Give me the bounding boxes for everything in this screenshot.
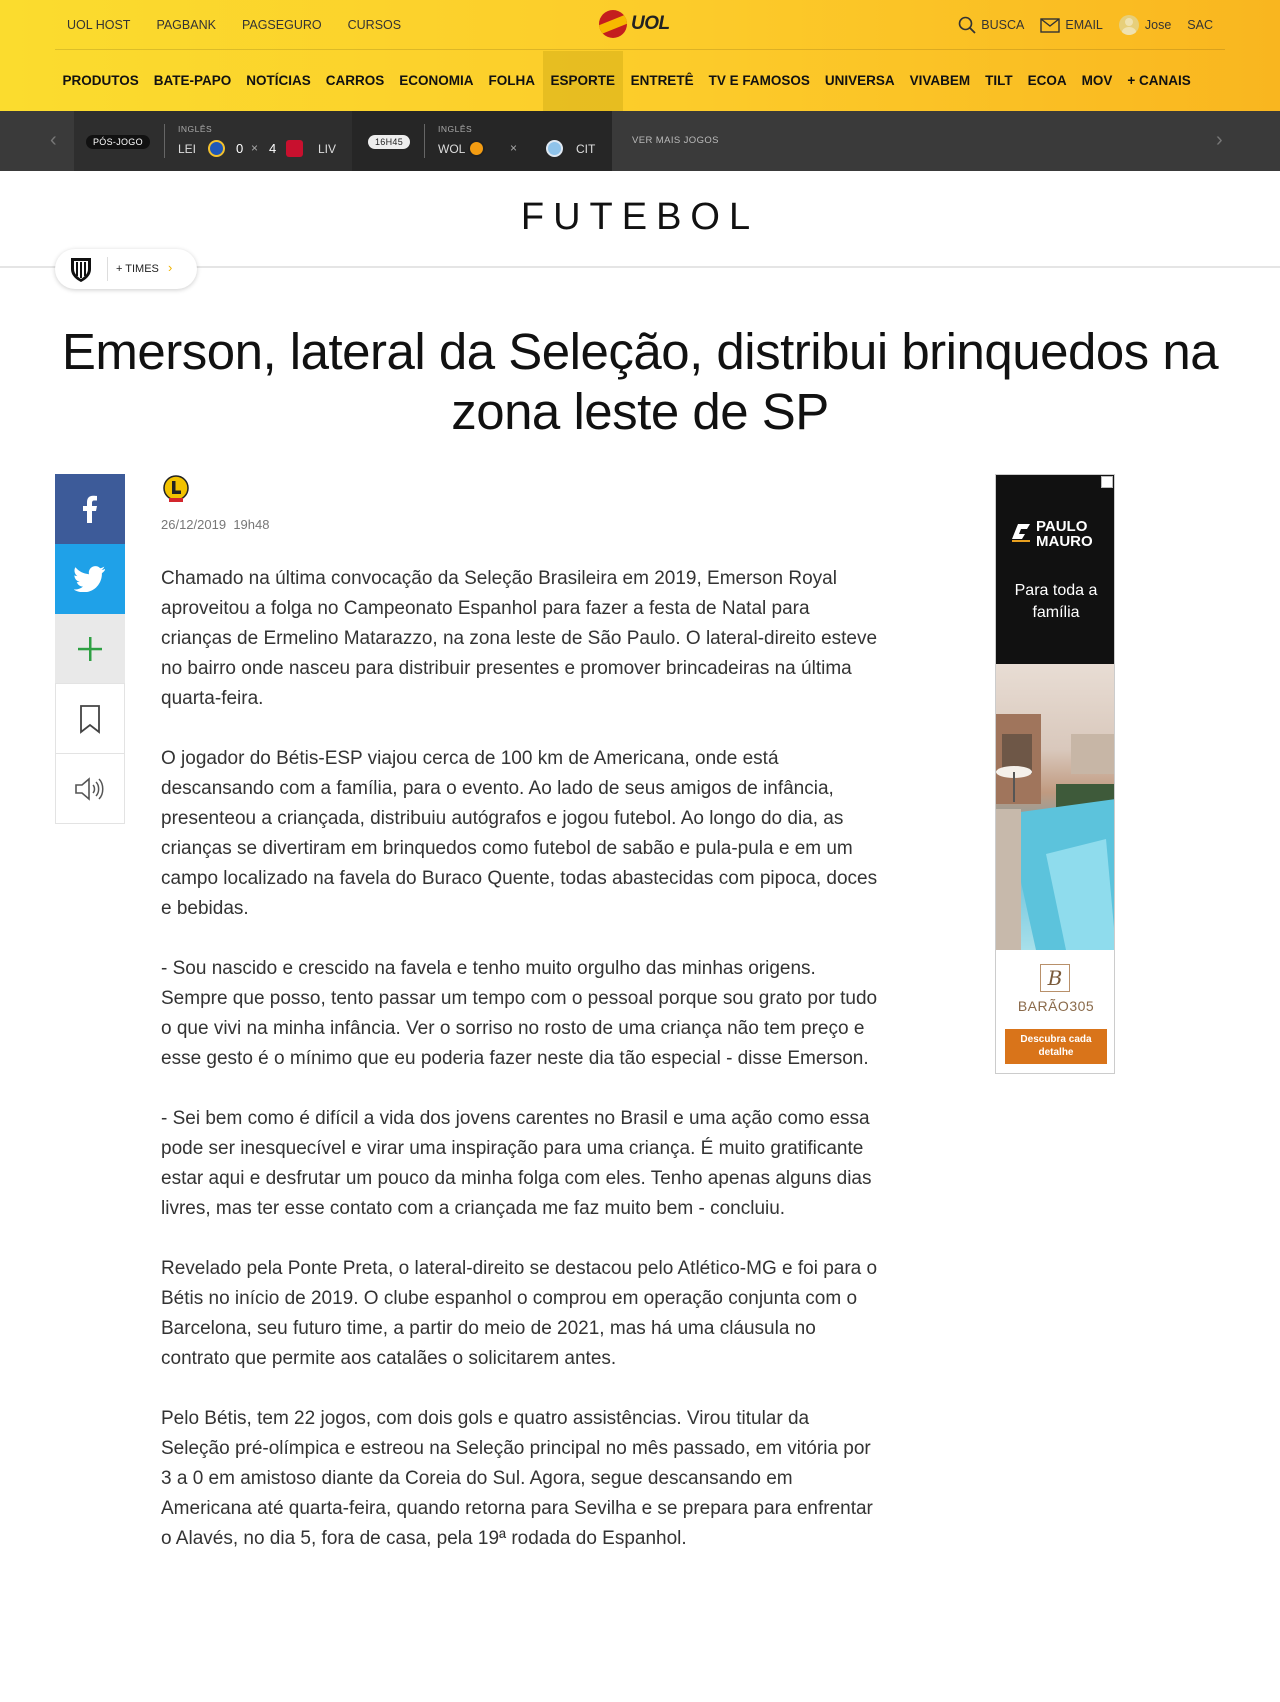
game-league: INGLÊS [178,124,213,134]
nav-item-produtos[interactable]: PRODUTOS [62,73,139,88]
ad-product-logo [1040,964,1070,992]
top-link-uol-host[interactable]: UOL HOST [67,18,131,32]
more-share-button[interactable] [55,614,125,684]
game-league: INGLÊS [438,124,473,134]
ad-product-name: BARÃO305 [1017,998,1095,1014]
nav-item-noticias[interactable]: NOTÍCIAS [246,73,311,88]
wolves-crest-icon [468,140,485,157]
main-nav [55,51,1198,111]
facebook-share-button[interactable] [55,474,125,544]
user-menu[interactable] [1119,15,1171,35]
bookmark-button[interactable] [55,684,125,754]
uol-logo-text: UOL [631,13,670,34]
ad-tagline: Para toda a família [1014,582,1098,621]
search-button[interactable] [958,16,1024,34]
section-title: FUTEBOL [520,196,760,238]
scoreboard-next-icon[interactable]: › [1216,129,1223,151]
nav-item-entrete[interactable]: ENTRETÊ [630,73,694,88]
game-card-1[interactable] [74,111,352,171]
times-label: + TIMES [116,263,159,275]
nav-item-carros[interactable]: CARROS [325,73,385,88]
nav-item-esporte[interactable]: ESPORTE [543,51,624,111]
sac-link[interactable] [1187,18,1213,32]
top-link-pagbank[interactable]: PAGBANK [156,18,216,32]
ad-brand-line2: MAURO [1036,533,1093,550]
top-link-cursos[interactable]: CURSOS [347,18,402,32]
article-paragraph: Revelado pela Ponte Preta, o lateral-direito se destacou pelo Atlético-MG e foi para o Bétis no início de 2019. O clube espanhol o comprou em operação conjunta com o Barcelona, seu futuro time, a partir do meio de 2021, mas há uma cláusula no contrato que permite aos catalães o solicitarem antes. [161,1258,878,1369]
user-name: Jose [1144,18,1172,32]
article-date: 26/12/2019 [161,517,227,532]
search-label: BUSCA [981,18,1025,32]
facebook-icon [82,495,98,523]
more-games-link[interactable]: VER MAIS JOGOS [632,135,719,146]
nav-item-ecoa[interactable]: ECOA [1027,73,1067,88]
scoreboard-prev-icon[interactable]: ‹ [50,129,57,151]
article-headline: Emerson, lateral da Seleção, distribui brinquedos na zona leste de SP [61,323,1219,440]
avatar [1119,15,1139,35]
article-paragraph: Chamado na última convocação da Seleção Brasileira em 2019, Emerson Royal aproveitou a folga no Campeonato Espanhol para fazer a festa de Natal para crianças de Ermelino Matarazzo, na zona leste de São Paulo. O lateral-direito esteve no bairro onde nasceu para distribuir presentes e promover brincadeiras na última quarta-feira. [161,568,878,709]
source-lance-logo-icon [163,475,189,503]
top-right-tools [942,15,1213,35]
chevron-right-icon: › [168,260,173,275]
nav-item-universa[interactable]: UNIVERSA [824,73,895,88]
versus-x-icon: × [251,141,259,155]
ad-pool-image [996,664,1115,950]
nav-item-tilt[interactable]: TILT [985,73,1013,88]
speaker-icon [74,775,106,803]
club-shield-icon [67,255,95,283]
uol-logo[interactable] [599,10,670,38]
nav-item-bate-papo[interactable]: BATE-PAPO [153,73,232,88]
home-team: WOL [438,142,466,156]
email-icon [1040,18,1060,33]
game-divider [424,124,425,158]
home-team: LEI [178,142,197,156]
article-body [161,564,881,1584]
leicester-crest-icon [208,140,225,157]
game-time-badge: 16H45 [368,135,410,149]
times-divider [107,257,108,281]
bookmark-icon [79,704,101,734]
top-bar [55,0,1225,50]
sac-label: SAC [1187,18,1213,32]
advertisement-banner[interactable] [995,474,1115,1074]
listen-audio-button[interactable] [55,754,125,824]
share-toolbar [55,474,125,824]
twitter-icon [74,566,106,592]
article-paragraph: - Sou nascido e crescido na favela e tenho muito orgulho das minhas origens. Sempre que posso, tento passar um tempo com o pessoal porque sou grato por tudo o que vivi na minha infância. Ver o sorriso no rosto de uma criança não tem preço e esse gesto é o mínimo que eu poderia fazer neste dia tão especial - disse Emerson. [161,958,878,1069]
away-team: CIT [576,142,596,156]
site-header [0,0,1280,111]
nav-item-folha[interactable]: FOLHA [488,73,536,88]
nav-item-tv-e-famosos[interactable]: TV E FAMOSOS [708,73,810,88]
search-icon [958,16,976,34]
versus-x-icon: × [510,141,518,155]
nav-item-mais-canais[interactable]: + CANAIS [1127,73,1191,88]
article-datetime [161,517,269,532]
twitter-share-button[interactable] [55,544,125,614]
article-time: 19h48 [233,517,270,532]
scoreboard [0,111,1280,171]
ad-product-logo-letter: B [1047,966,1063,990]
article-paragraph: Pelo Bétis, tem 22 jogos, com dois gols e quatro assistências. Virou titular da Seleção pré-olímpica e estreou na Seleção principal no mês passado, em vitória por 3 a 0 em amistoso diante da Coreia do Sul. Agora, segue descansando em Americana até quarta-feira, quando retorna para Sevilha e se prepara para enfrentar o Alavés, no dia 5, fora de casa, pela 19ª rodada do Espanhol. [161,1408,873,1549]
times-selector[interactable] [55,249,197,289]
top-links [55,18,415,32]
top-link-pagseguro[interactable]: PAGSEGURO [241,18,322,32]
home-score: 0 [236,141,244,156]
ad-pool-illustration [996,664,1115,950]
ad-choices-icon[interactable] [1101,476,1113,488]
nav-item-vivabem[interactable]: VIVABEM [909,73,971,88]
game-status-badge: PÓS-JOGO [86,135,150,149]
game-card-2[interactable] [352,111,612,171]
nav-item-mov[interactable]: MOV [1081,73,1113,88]
email-label: EMAIL [1065,18,1103,32]
ad-footer [996,950,1115,1074]
game-divider [164,124,165,158]
liverpool-crest-icon [286,140,303,157]
ad-brand-line1: PAULO [1036,518,1088,535]
email-button[interactable] [1040,18,1103,33]
man-city-crest-icon [546,140,563,157]
ad-header [996,475,1115,664]
away-team: LIV [318,142,337,156]
uol-logo-ball-icon [599,10,627,38]
article-paragraph: O jogador do Bétis-ESP viajou cerca de 100 km de Americana, onde está descansando com a família, para o evento. Ao lado de seus amigos de infância, presenteou a criançada, distribuiu autógrafos e jogou futebol. Ao longo do dia, as crianças se divertiram em brinquedos como futebol de sabão e pula-pula e em um campo localizado na favela do Buraco Quente, todas abastecidas com pipoca, doces e bebidas. [161,748,878,919]
plus-icon [77,636,103,662]
article-paragraph: - Sei bem como é difícil a vida dos jovens carentes no Brasil e uma ação como essa pode ser inesquecível e virar uma inspiração para uma criança. É muito gratificante estar aqui e desfrutar um pouco da minha folga com eles. Tenho apenas alguns dias livres, mas ter esse contato com a criançada me faz muito bem - concluiu. [161,1108,872,1219]
nav-item-economia[interactable]: ECONOMIA [399,73,474,88]
away-score: 4 [269,141,277,156]
ad-cta-button[interactable]: Descubra cada detalhe [1005,1029,1107,1064]
ad-brand-mark-icon [1010,521,1032,543]
